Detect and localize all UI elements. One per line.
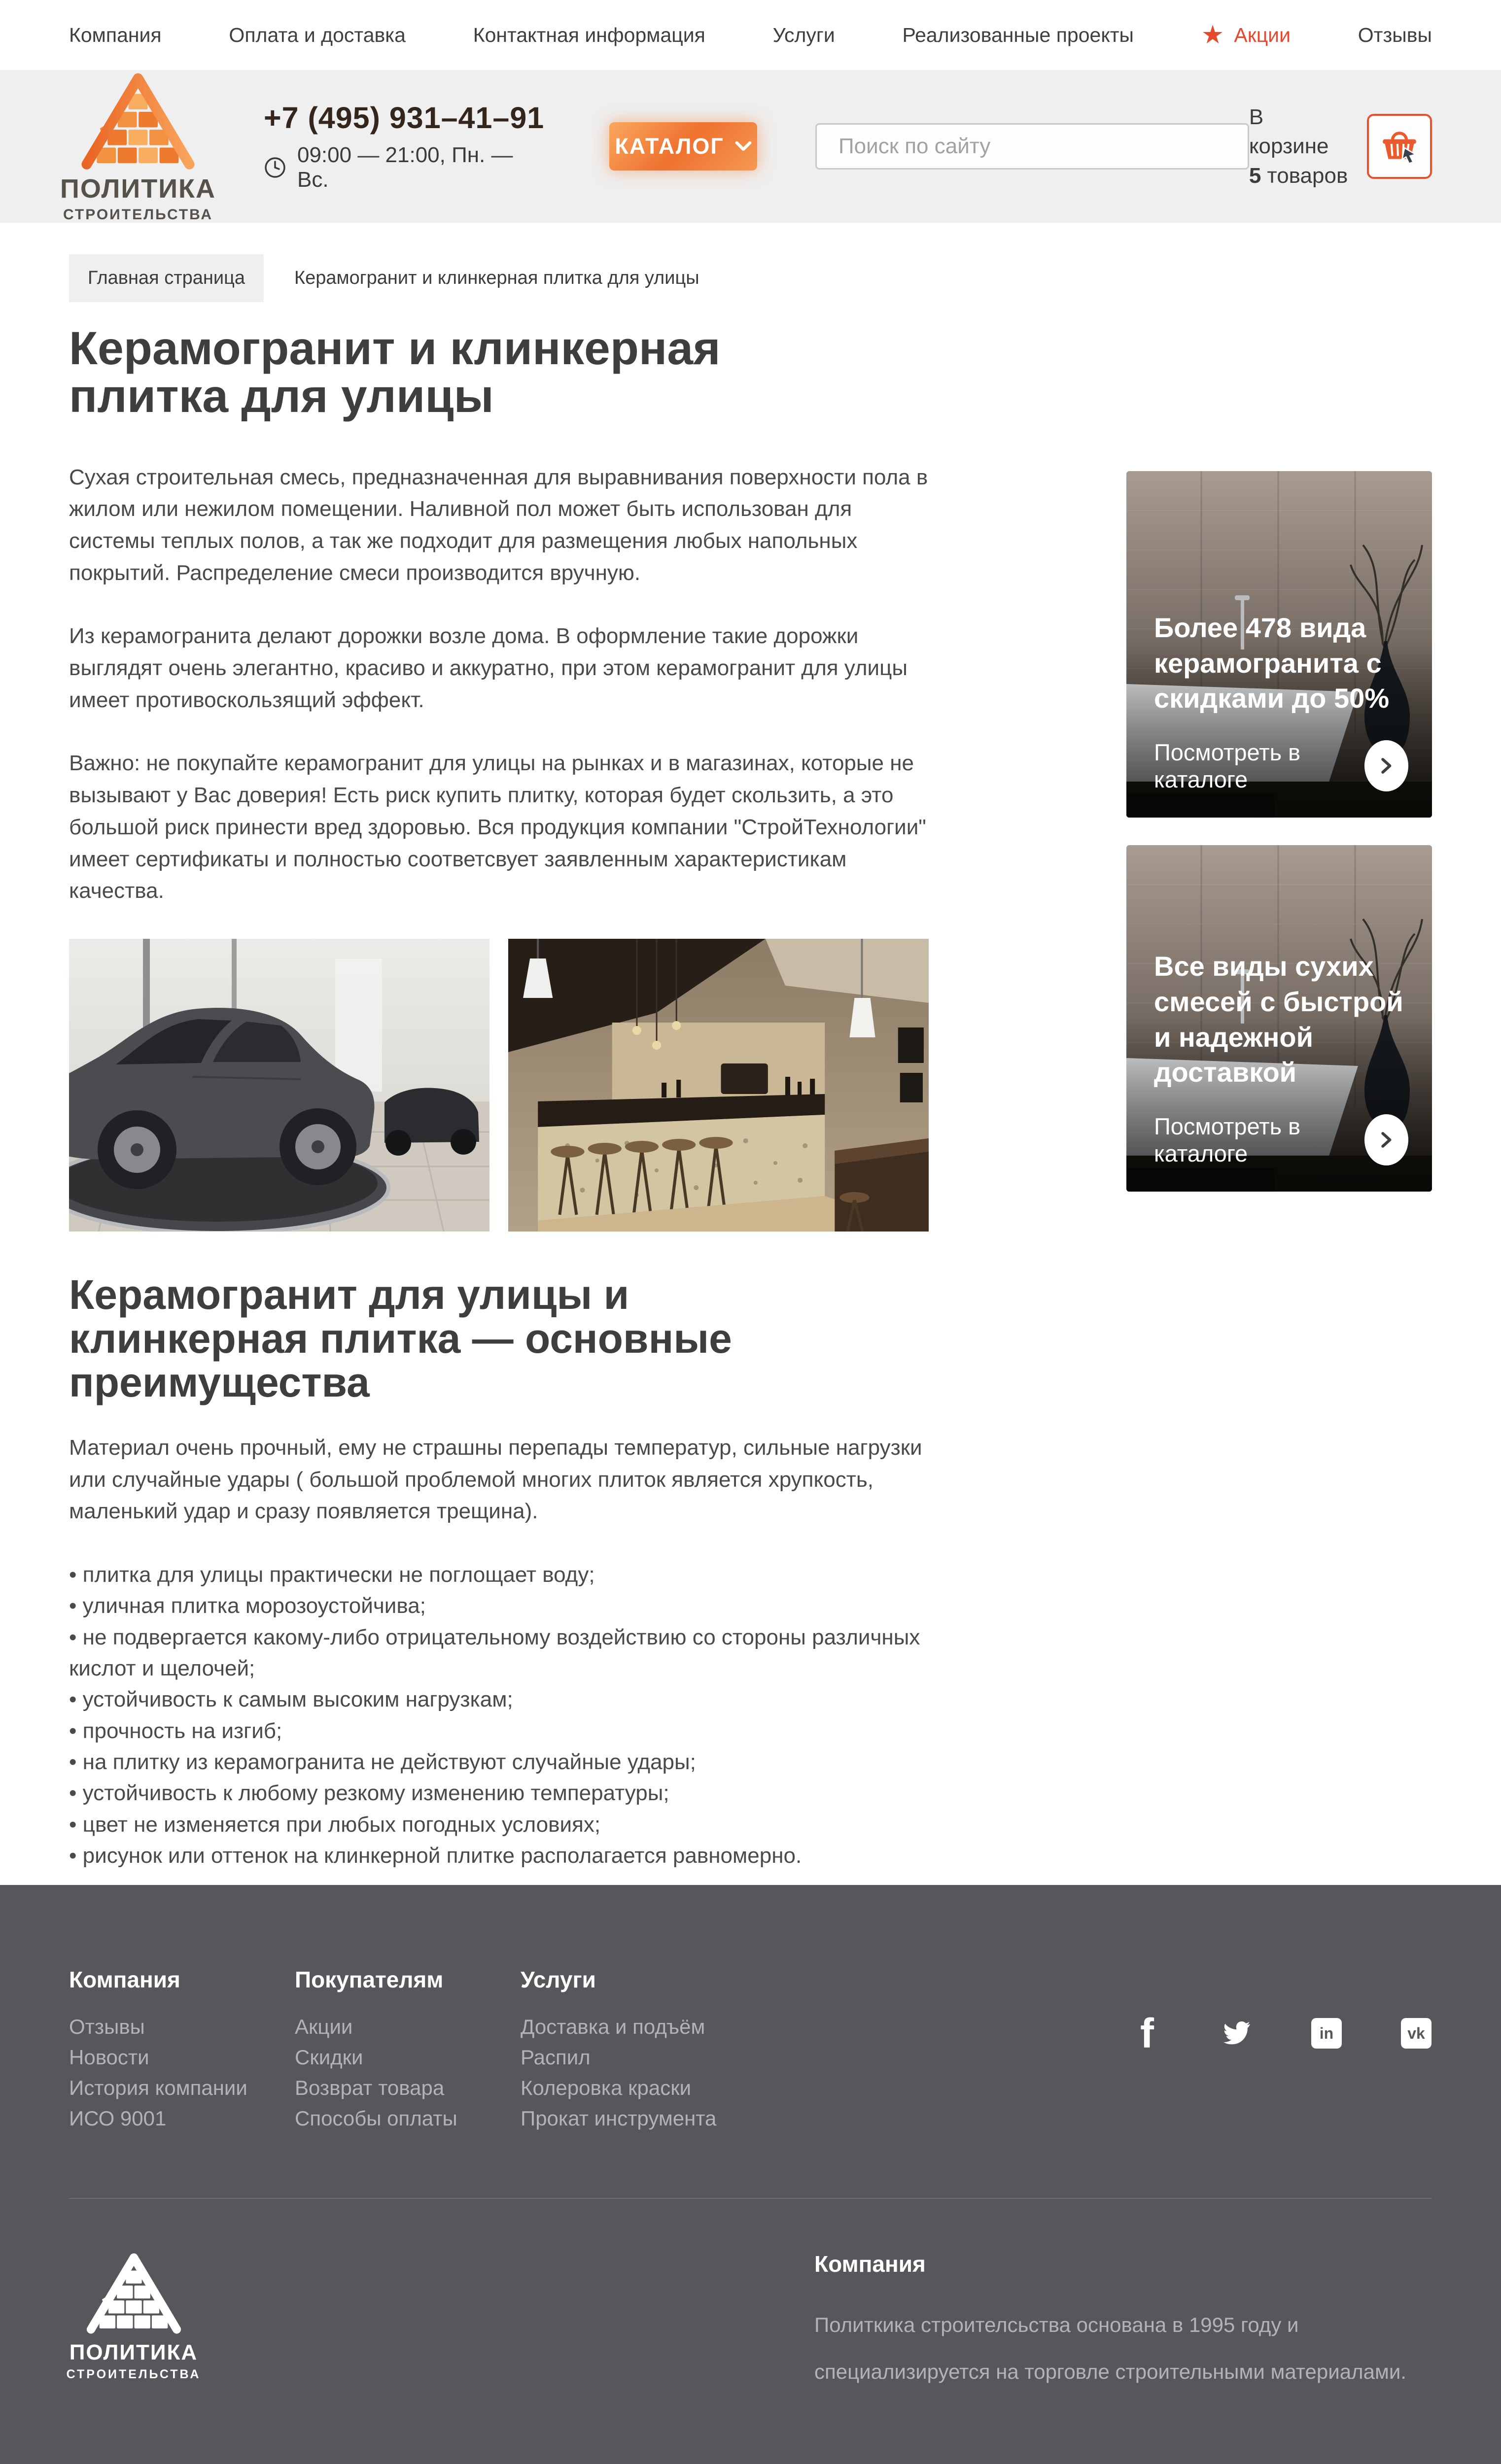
header-contact <box>264 101 550 192</box>
list-item: • на плитку из керамогранита не действуют случайные удары; <box>69 1746 929 1778</box>
logo-house-icon <box>77 70 199 171</box>
footer-link-payment-methods[interactable]: Способы оплаты <box>295 2107 457 2130</box>
footer-logo[interactable] <box>66 2251 201 2396</box>
site-header <box>0 70 1501 223</box>
banner-link-label: Посмотреть в каталоге <box>1154 1113 1301 1166</box>
list-item: • прочность на изгиб; <box>69 1715 929 1746</box>
nav-item-reviews[interactable]: Отзывы <box>1358 23 1432 46</box>
cart-button[interactable] <box>1367 114 1432 179</box>
footer-logo-house-icon <box>83 2251 184 2335</box>
social-icons <box>1131 2010 1432 2056</box>
nav-item-projects[interactable]: Реализованные проекты <box>902 23 1134 46</box>
footer-column-company <box>69 1966 295 2139</box>
list-item: • цвет не изменяется при любых погодных условиях; <box>69 1809 929 1840</box>
nav-item-promotions[interactable] <box>1201 22 1291 48</box>
footer-link-delivery[interactable]: Доставка и подъём <box>521 2015 705 2038</box>
twitter-bird <box>1222 2019 1252 2047</box>
catalog-button-label: КАТАЛОГ <box>615 134 724 159</box>
photo-restaurant-interior <box>508 939 929 1232</box>
nav-item-payment-delivery[interactable]: Оплата и доставка <box>229 23 406 46</box>
logo-title: ПОЛИТИКА <box>60 173 216 204</box>
paragraph-paths: Из керамогранита делают дорожки возле дома. В оформление такие дорожки выглядят очень элегантно, красиво и аккуратно, при этом керамогранит для улицы имеет противоскользящий эффект. <box>69 624 908 712</box>
twitter-icon[interactable] <box>1221 2016 1253 2051</box>
search-input[interactable] <box>815 123 1249 170</box>
footer-link-news[interactable]: Новости <box>69 2046 149 2069</box>
site-footer <box>0 1885 1501 2464</box>
nav-item-company[interactable]: Компания <box>69 23 162 46</box>
footer-logo-subtitle: СТРОИТЕЛЬСТВА <box>66 2367 201 2381</box>
nav-item-promotions-label: Акции <box>1234 23 1291 46</box>
banner-title: Более 478 вида керамогранита с скидками до 50% <box>1154 612 1390 714</box>
working-hours: 09:00 — 21:00, Пн. — Вс. <box>297 143 513 192</box>
footer-about-heading: Компания <box>814 2251 926 2277</box>
chevron-down-icon <box>735 141 752 152</box>
footer-column-buyers <box>295 1966 521 2139</box>
facebook-icon[interactable] <box>1131 2010 1163 2056</box>
banner-link-label: Посмотреть в каталоге <box>1154 739 1301 792</box>
logo-subtitle: СТРОИТЕЛЬСТВА <box>63 206 213 223</box>
footer-link-discounts[interactable]: Скидки <box>295 2046 363 2069</box>
cart-summary <box>1249 103 1432 190</box>
site-logo[interactable] <box>60 70 216 223</box>
footer-link-iso[interactable]: ИСО 9001 <box>69 2107 167 2130</box>
footer-link-returns[interactable]: Возврат товара <box>295 2076 445 2099</box>
footer-link-paint-tinting[interactable]: Колеровка краски <box>521 2076 692 2099</box>
paragraph-intro: Сухая строительная смесь, предназначенная для выравнивания поверхности пола в жилом или нежилом помещении. Наливной пол может быть использован для системы теплых полов, а так же подходит для размещения любых напольных покрытий. Распределение смеси производится вручную. <box>69 465 928 585</box>
footer-column-heading: Услуги <box>521 1967 596 1992</box>
article-content <box>69 322 929 1872</box>
top-navigation <box>0 0 1501 70</box>
star-icon: ★ <box>1201 21 1224 49</box>
vk-icon[interactable] <box>1400 2016 1432 2051</box>
list-item: • рисунок или оттенок на клинкерной плитке располагается равномерно. <box>69 1840 929 1871</box>
sidebar <box>1126 325 1432 1872</box>
footer-bottom <box>66 2199 1432 2396</box>
linkedin-glyph: in <box>1311 2018 1342 2049</box>
banner-arrow-button[interactable] <box>1364 740 1408 791</box>
banner-arrow-button[interactable] <box>1364 1114 1408 1165</box>
banner-link[interactable] <box>1154 739 1408 793</box>
linkedin-icon[interactable] <box>1311 2016 1342 2051</box>
cart-text <box>1249 103 1349 190</box>
banner-link[interactable] <box>1154 1113 1408 1167</box>
clock-icon <box>264 156 286 179</box>
facebook-glyph: f <box>1140 2010 1154 2056</box>
promo-banner-mixes[interactable] <box>1126 845 1432 1192</box>
cart-count: 5 <box>1249 163 1261 188</box>
advantages-list <box>69 1559 929 1872</box>
paragraph-material: Материал очень прочный, ему не страшны перепады температур, сильные нагрузки или случайные удары ( большой проблемой многих плиток является хрупкость, маленький удар и сразу появляется трещина). <box>69 1435 922 1524</box>
chevron-right-icon <box>1380 1130 1393 1149</box>
footer-logo-title: ПОЛИТИКА <box>69 2340 198 2364</box>
footer-columns <box>69 1966 1432 2139</box>
list-item: • уличная плитка морозоустойчива; <box>69 1590 929 1621</box>
cart-items-word: товаров <box>1267 163 1348 188</box>
section-title: Керамогранит для улицы и клинкерная плитка — основные преимущества <box>69 1271 732 1405</box>
list-item: • не подвергается какому-либо отрицательному воздействию со стороны различных кислот и щелочей; <box>69 1622 929 1684</box>
footer-link-promotions[interactable]: Акции <box>295 2015 353 2038</box>
list-item: • устойчивость к любому резкому изменению температуры; <box>69 1778 929 1809</box>
cart-icon <box>1379 128 1420 165</box>
page-title: Керамогранит и клинкерная плитка для улицы <box>69 322 721 422</box>
working-hours-row <box>264 143 550 192</box>
nav-item-contacts[interactable]: Контактная информация <box>473 23 705 46</box>
footer-about-text: Политкика строителсьства основана в 1995 году и специализируется на торговле строительными материалами. <box>814 2313 1406 2383</box>
footer-column-heading: Покупателям <box>295 1967 444 1992</box>
breadcrumb <box>69 254 1432 302</box>
breadcrumb-current: Керамогранит и клинкерная плитка для улицы <box>294 268 699 288</box>
chevron-right-icon <box>1380 756 1393 775</box>
vk-glyph: vk <box>1401 2018 1431 2049</box>
footer-about <box>814 2251 1432 2396</box>
paragraph-warning: Важно: не покупайте керамогранит для улицы на рынках и в магазинах, которые не вызывают у Вас доверия! Есть риск купить плитку, которая будет скользить, а это большой риск принести вред здоровью. Вся продукция компании "СтройТехнологии" имеет сертификаты и полностью соответсвует заявленным характеристикам качества. <box>69 751 926 903</box>
list-item: • плитка для улицы практически не поглощает воду; <box>69 1559 929 1590</box>
footer-link-reviews[interactable]: Отзывы <box>69 2015 145 2038</box>
nav-item-services[interactable]: Услуги <box>772 23 835 46</box>
article-photos <box>69 939 929 1232</box>
cart-line2 <box>1249 161 1349 190</box>
footer-column-services <box>521 1966 746 2139</box>
catalog-button[interactable] <box>609 122 757 171</box>
phone-number[interactable]: +7 (495) 931–41–91 <box>264 101 545 135</box>
breadcrumb-home[interactable]: Главная страница <box>69 254 264 302</box>
promo-banner-ceramic[interactable] <box>1126 471 1432 818</box>
banner-title: Все виды сухих смесей с быстрой и надежной доставкой <box>1154 951 1403 1088</box>
photo-car-showroom <box>69 939 489 1232</box>
footer-column-heading: Компания <box>69 1967 180 1992</box>
list-item: • устойчивость к самым высоким нагрузкам; <box>69 1684 929 1715</box>
main-area <box>0 322 1501 1872</box>
footer-link-sawing[interactable]: Распил <box>521 2046 591 2069</box>
cart-line1: В корзине <box>1249 104 1329 159</box>
footer-link-history[interactable]: История компании <box>69 2076 247 2099</box>
footer-link-tool-rental[interactable]: Прокат инструмента <box>521 2107 717 2130</box>
